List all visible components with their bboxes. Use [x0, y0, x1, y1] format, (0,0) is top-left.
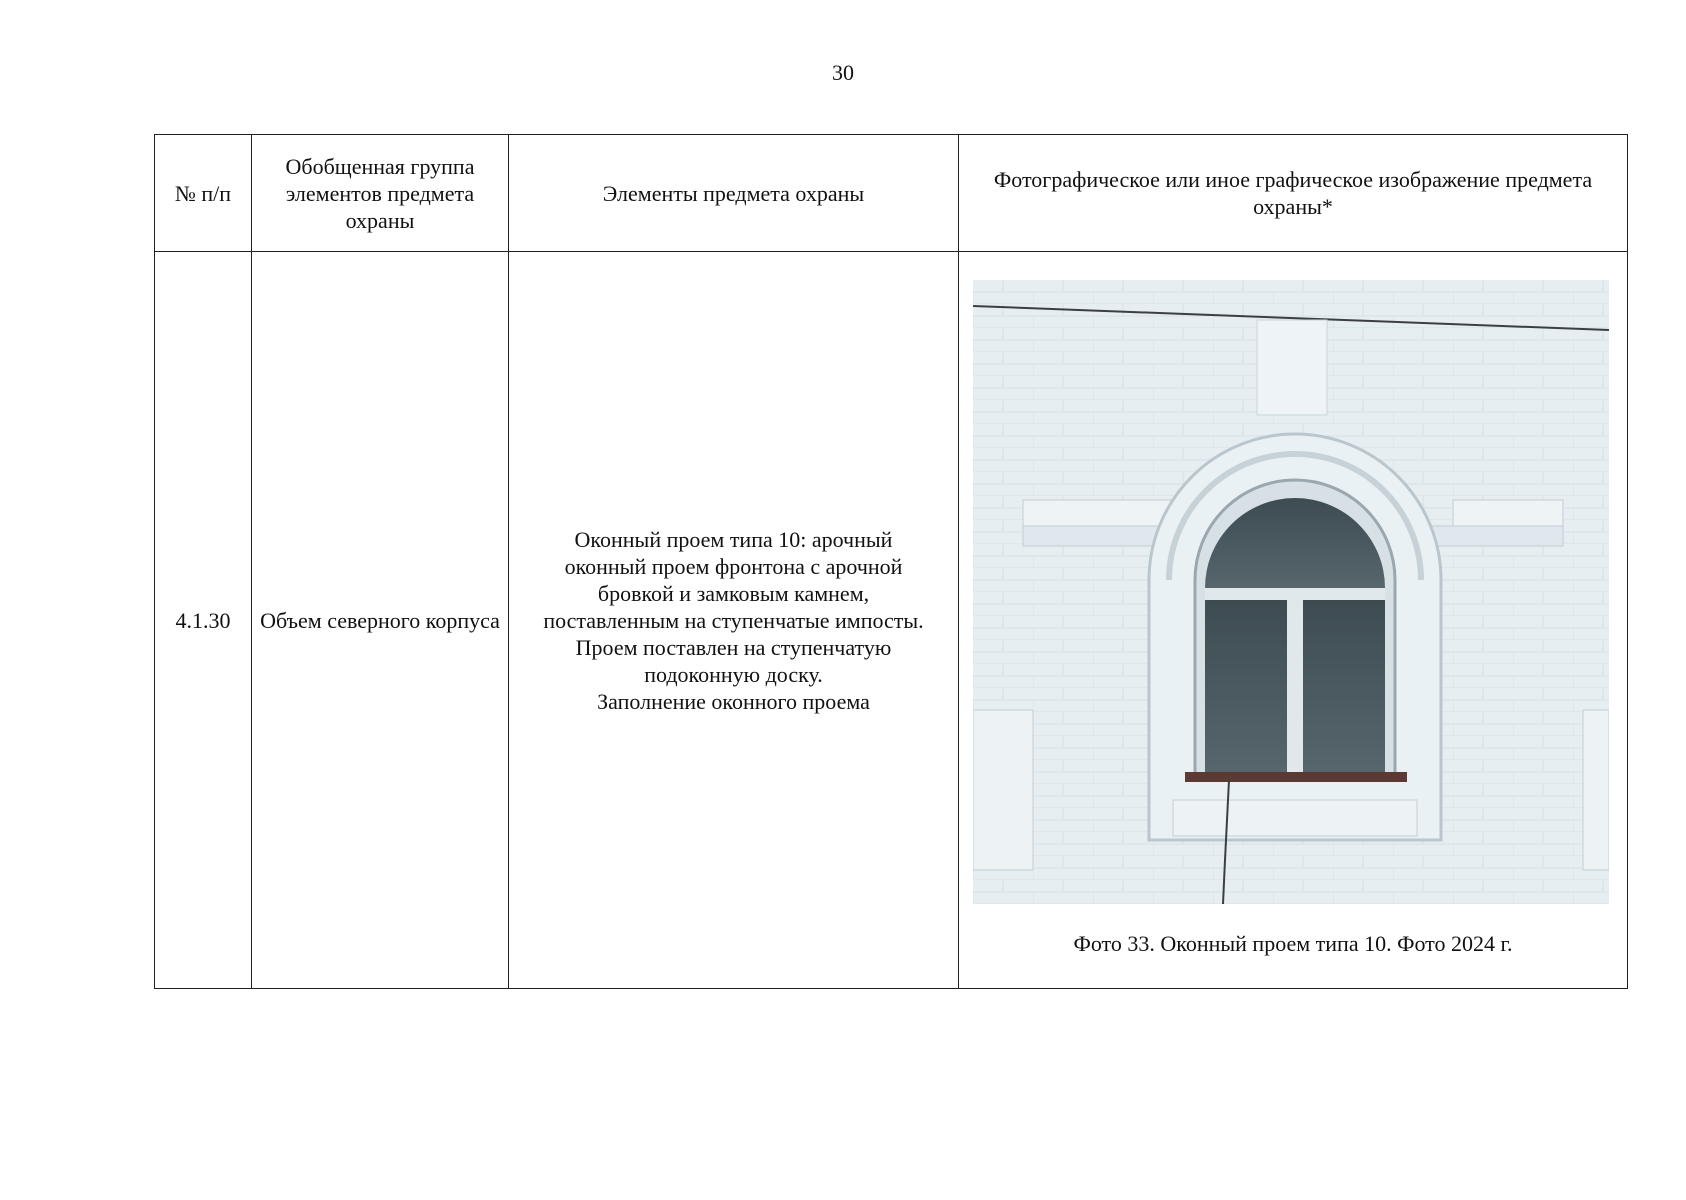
- elements-line: поставленным на ступенчатые импосты.: [543, 607, 924, 633]
- row-elements: [509, 252, 959, 989]
- protection-table: [154, 134, 1628, 989]
- elements-line: подоконную доску.: [644, 661, 823, 687]
- header-elements: Элементы предмета охраны: [509, 135, 959, 252]
- page-number: 30: [832, 60, 854, 85]
- header-group: Обобщенная группа элементов предмета охраны: [252, 135, 509, 252]
- header-number: № п/п: [155, 135, 252, 252]
- table-header-row: [155, 135, 1628, 252]
- elements-line: Заполнение оконного проема: [597, 688, 870, 714]
- row-group: Объем северного корпуса: [252, 252, 509, 989]
- elements-line: бровкой и замковым камнем,: [597, 580, 870, 606]
- arched-window-illustration: [973, 280, 1609, 904]
- elements-line: Оконный проем типа 10: арочный: [574, 526, 893, 552]
- elements-line: Проем поставлен на ступенчатую: [575, 634, 892, 660]
- elements-line: оконный проем фронтона с арочной: [564, 553, 903, 579]
- window-photo: [973, 280, 1609, 904]
- row-photo-cell: [959, 252, 1628, 989]
- table-row: [155, 252, 1628, 989]
- row-number: 4.1.30: [155, 252, 252, 989]
- photo-caption: Фото 33. Оконный проем типа 10. Фото 2024 г.: [1073, 931, 1513, 956]
- header-image: Фотографическое или иное графическое изображение предмета охраны*: [959, 135, 1628, 252]
